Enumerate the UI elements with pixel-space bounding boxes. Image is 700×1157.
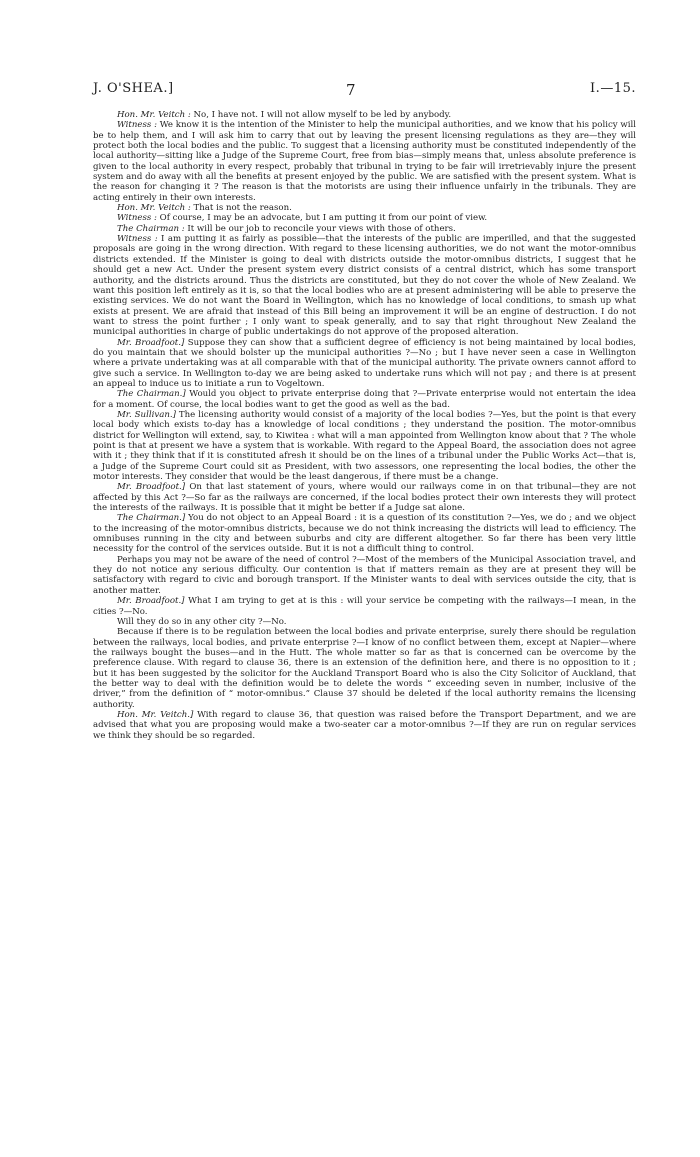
speaker-label: Mr. Sullivan.] [117,409,176,420]
paragraph-text: You do not object to an Appeal Board : it is a question of its constitution ?—Yes, we do ; and we object to the increasing of the motor-omnibus districts, because we do not think increasing the districts will lead to efficiency. The omnibuses running in the city and between suburbs and city are different altogether. So far there has been very little necessity for the control of the services outside. But it is not a difficult thing to control. [93,513,636,555]
paragraph-text: Of course, I may be an advocate, but I am putting it from our point of view. [156,213,488,224]
speaker-label: Witness : [117,120,157,131]
paragraph-text: Suppose they can show that a sufficient degree of efficiency is not being maintained by local bodies, do you maintain that we should bolster up the municipal authorities ?—No ; but I have never seen a case in Wellington where a private undertaking was at all comparable with that of the municipal authority. The private owners cannot afford to give such a service. In Wellington to-day we are being asked to undertake runs which will not pay ; and there is at present an appeal to induce us to initiate a run to Vogeltown. [93,337,637,389]
speaker-label: Mr. Broadfoot.] [117,482,186,493]
speaker-label: Witness : [117,213,157,224]
speaker-label: Hon. Mr. Veitch.] [117,709,194,720]
paragraph [93,203,636,213]
paragraph-text: Will they do so in any other city ?—No. [117,616,287,627]
paragraph [93,596,636,617]
paragraph [93,213,636,223]
paragraph [93,110,636,120]
paragraph-text: I am putting it as fairly as possible—that the interests of the public are imperilled, and that the suggested proposals are going in the wrong direction. With regard to these licensing authorities, we do not want the motor-omnibus districts extended. If the Minister is going to deal with districts outside the motor-omnibus districts, I suggest that he should get a new Act. Under the present system every district consists of a central district, which has some transport authority, and the districts around. Thus the districts are constituted, but they do not cover the whole of New Zealand. We want this position left entirely as it is, so that the local bodies who are at present administering will be able to preserve the existing services. We do not want the Board in Wellington, which has no knowledge of local conditions, to smash up what exists at present. We are afraid that instead of this Bill being an improvement it will be an engine of destruction. I do not want to stress the point further ; I only want to speak generally, and to say that right throughout New Zealand the municipal authorities in charge of public undertakings do not approve of the proposed alteration. [93,234,637,338]
speaker-label: Mr. Broadfoot.] [117,596,185,607]
document-reference: I.—15. [590,81,636,96]
speaker-label: Hon. Mr. Veitch : [117,203,191,214]
paragraph-text: What I am trying to get at is this : will your service be competing with the railways—I mean, in the cities ?—No. [93,596,636,617]
paragraph [93,389,636,410]
paragraph-text: On that last statement of yours, where would our railways come in on that tribunal—they are not affected by this Act ?—So far as the railways are concerned, if the local bodies protect their own interests they will protect the interests of the railways. It is possible that it might be better if a Judge sat alone. [93,482,637,514]
paragraph-text: Because if there is to be regulation between the local bodies and private enterprise, surely there should be regulation between the railways, local bodies, and private enterprise ?—I know of no conflict between them, except at Napier—where the railways bought the buses—and in the Hutt. The whole matter so far as that is concerned can be overcome by the preference clause. With regard to clause 36, there is an extension of the definition here, and there is no opposition to it ; but it has been suggested by the solicitor for the Auckland Transport Board who is also the City Solicitor of Auckland, that the better way to deal with the definition would be to delete the words “ exceeding seven in number, inclusive of the driver,” from the definition of “ motor-omnibus.” Clause 37 should be deleted if the local authority remains the licensing authority. [93,627,636,710]
paragraph [93,627,636,710]
paragraph-text: No, I have not. I will not allow myself to be led by anybody. [190,110,452,120]
paragraph [93,482,636,513]
paragraph-text: It will be our job to reconcile your views with those of others. [184,223,456,234]
header-witness-name: J. O'SHEA.] [93,81,174,96]
paragraph [93,710,636,741]
page-header [93,81,636,101]
paragraph [93,410,636,482]
speaker-label: The Chairman.] [117,513,186,524]
paragraph-text: With regard to clause 36, that question was raised before the Transport Department, and we are advised that what you are proposing would make a two-seater car a motor-omnibus ?—If they are run on regular services we think they should be so regarded. [93,709,637,741]
paragraph [93,513,636,554]
paragraph [93,234,636,337]
paragraph [93,338,636,390]
paragraph-text: That is not the reason. [190,203,292,214]
speaker-label: Hon. Mr. Veitch : [117,110,191,120]
transcript-body [93,110,636,741]
paragraph-text: We know it is the intention of the Minister to help the municipal authorities, and we know that his policy will be to help them, and I will ask him to carry that out by leaving the present licensing regulations as they are—they will protect both the local bodies and the public. To suggest that a licensing authority must be constituted independently of the local authority—sitting like a Judge of the Supreme Court, free from bias—simply means that, unless absolute preference is given to the local authority in every respect, probably that tribunal in trying to be fair will irretrievably injure the present system and do away with all the benefits at present enjoyed by the public. We are satisfied with the present system. What is the reason for changing it ? The reason is that the motorists are using their influence unfairly in the tribunals. They are acting entirely in their own interests. [93,120,636,203]
speaker-label: Mr. Broadfoot.] [117,337,185,348]
page-number: 7 [346,81,357,99]
speaker-label: Witness : [117,234,158,245]
paragraph [93,555,636,596]
paragraph [93,617,636,627]
paragraph [93,224,636,234]
speaker-label: The Chairman.] [117,389,186,400]
paragraph-text: Perhaps you may not be aware of the need of control ?—Most of the members of the Municipal Association travel, and they do not notice any serious difficulty. Our contention is that if matters remain as they are at present they will be satisfactory with regard to civic and borough transport. If the Minister wants to deal with services outside the city, that is another matter. [93,554,636,596]
paragraph-text: The licensing authority would consist of a majority of the local bodies ?—Yes, but the point is that every local body which exists to-day has a knowledge of local conditions ; they understand the position. The motor-omnibus district for Wellington will extend, say, to Kiwitea : what will a man appointed from Wellington know about that ? The whole point is that at present we have a system that is workable. With regard to the Appeal Board, the association does not agree with it ; they think that if it is constituted afresh it should be on the lines of a tribunal under the Public Works Act—that is, a Judge of the Supreme Court could sit as President, with two assessors, one representing the local bodies, the other the motor interests. They consider that would be the least dangerous, if there must be a change. [93,409,636,483]
paragraph [93,120,636,203]
paragraph-text: Would you object to private enterprise doing that ?—Private enterprise would not entertain the idea for a moment. Of course, the local bodies want to get the good as well as the bad. [93,389,636,410]
speaker-label: The Chairman : [117,223,185,234]
